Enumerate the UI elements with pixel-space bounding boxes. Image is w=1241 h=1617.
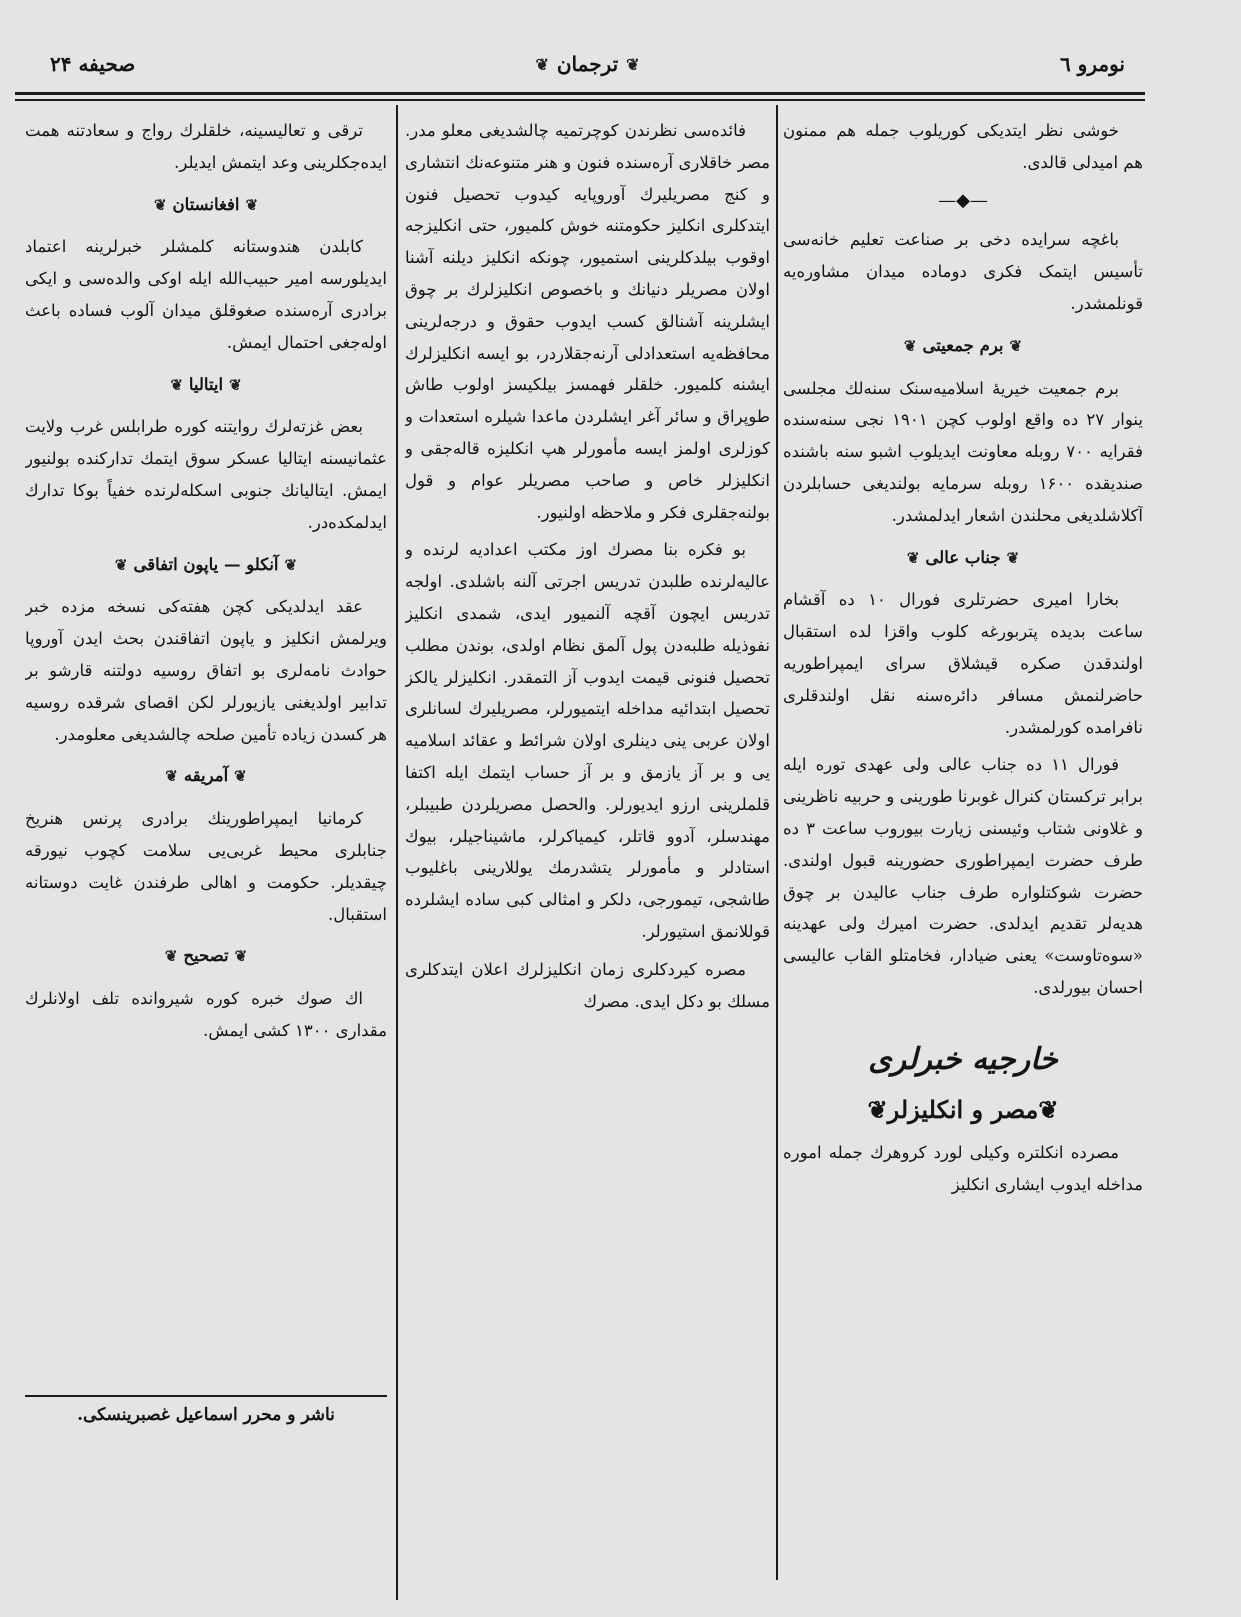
section-heading-text: مصر و انکلیزلر [887,1094,1039,1124]
fleuron-icon: ❦ [906,548,920,567]
section-heading-text: ایتالیا [188,374,224,394]
foreign-news-heading: خارجیه خبرلری [868,1041,1058,1077]
paragraph: فائده‌سی نظرندن کوچرتمیه چالشدیغی معلو مدر. مصر خاقلاری آره‌سنده فنون و هنر متنوعه‌نك انتشاری و کنج مصریلیرك آوروپایه کیدوب تحصیل فنون ایتدکلری انکلیز حکومتنه خوش کلمیور، حتی انکلیزجه اوقوب بیلدکلرینی استمیور، چونکه انکلیز دیلنه آشنا اولان مصریلر دنیانك و باخصوص انکلیزلرك بر چوق ایشلرینه آشنالق کسب ایدوب حقوق و درجه‌لرینی محافظه‌یه استعدادلی آرنه‌جقلاردر، بو ایسه انکلیزلرك ایشنه کلمیور. خلقلر فهمسز بیلکیسز اولوب طاش طوپراق و سائر آغر ایشلردن ماعدا شیلره استعدات و کوزلری اولمز ایسه مأمورلر هپ انکلیزه قاله‌جقی و انکلیزلر خاص و صاحب مصریلر عوام و قول بولنه‌جقلری فکر و ملاحظه اولنیور. [405,121,770,522]
header-rule [15,92,1145,95]
fleuron-icon: ❦ [903,336,917,355]
section-heading-text: برم جمعیتی [922,335,1004,355]
paragraph: بخارا امیری حضرتلری فورال ۱۰ ده آقشام ساعت بدیده پتربورغه کلوب واقزا لده استقبال اولندقدن صکره قیشلاق سرای ایمپراطوریه حاضرلنمش مسافر دائره‌سنه نقل اولندقلری نافرامده کورلمشدر. [783,590,1143,737]
section-heading [783,1094,1143,1126]
paragraph: باغچه سرایده دخی بر صناعت تعلیم خانه‌سی تأسیس ایتمک فکری دوماده میدان مشاوره‌یه قونلمشدر. [783,230,1143,313]
section-heading-text: آنکلو — یاپون اتفاقی [133,554,279,574]
fleuron-icon: ❦ [170,375,183,394]
fleuron-icon: ❦ [234,947,248,966]
fleuron-icon: ❦ [229,375,242,394]
section-heading-text: افغانستان [172,194,240,214]
fleuron-icon: ❦ [153,195,167,214]
column-divider [396,105,398,1600]
section-divider: —◆— [938,189,988,211]
section-heading-text: تصحیح [183,946,229,966]
fleuron-icon: ❦ [1038,1094,1059,1124]
paragraph: مصرده انکلتره وکیلی لورد کروهرك جمله اموره مداخله ایدوب ایشاری انکلیز [783,1143,1143,1195]
paragraph: برم جمعیت خیریهٔ اسلامیه‌سنک سنه‌لك مجلسی ینوار ۲۷ ده واقع اولوب کچن ۱۹۰۱ نجی سنه‌سنده فقرایه ۷۰۰ روبله معاونت ایدیلوب اشبو سنه باشنده صندیقده ۱۶۰۰ روبله سرمایه بولندیغی حسابلردن آکلاشلدیغی محلندن اشعار ایدلمشدر. [783,378,1143,525]
footer-rule [25,1395,387,1397]
paragraph: ترقی و تعالیسینه، خلقلرك رواج و سعادتنه همت ایده‌جکلرینی وعد ایتمش ایدیلر. [25,121,387,172]
ornament-icon: ❦ [535,54,549,74]
issue-number-label: نومرو ٦ [1059,52,1125,76]
fleuron-icon: ❦ [284,555,298,574]
section-heading [25,369,387,402]
publisher-line: ناشر و محرر اسماعیل غصبرینسکی. [77,1405,335,1425]
section-heading [783,542,1143,575]
section-heading [25,940,387,973]
section-heading [783,330,1143,363]
section-heading [25,760,387,793]
paragraph: مصره کیردکلری زمان انکلیزلرك اعلان ایتدکلری مسلك بو دکل ایدی. مصرك [405,959,770,1011]
section-heading-text: جناب عالی [925,547,1001,567]
newspaper-title [535,52,639,76]
column-left [25,115,387,1495]
column-divider [776,105,778,1580]
section-heading [25,189,387,222]
section-heading [25,549,387,582]
paragraph: بو فکره بنا مصرك اوز مکتب اعدادیه لرنده و عالیه‌لرنده طلبدن تدریس اجرتی آلنه باشلدی. اولجه تدریس ایچون آقچه آلنمیور ایدی، شمدی انکلیز نفوذیله طلبه‌دن پول آلمق نظام اولدی، بوندن مطلب تحصیل فنونی قیمت ایدوب آز التمقدر. انکلیزلر یالکز تحصیل ابتدائیه مداخله ایتمیورلر، مصریلیرك لسانلری اولان عربی ینی دینلری اولان شرائط و عقائد اسلامیه یی و بر آز یازمق و بر آز حساب ایتمك ایله اکتفا قلملرینی ارزو ایدیورلر. والحصل مصریلردن طبیبلر، مهندسلر، آدوو قاتلر، کیمیاکرلر، ماشیناجیلر، بیوك استادلر و مأمورلر یتشدرمك یوللارینی باغلیوب طاشجی، تیمورجی، دلکر و امثالی کبی ساده ایشلرده قوللانمق استیورلر. [405,540,770,941]
section-heading-text: آمریقه [183,766,229,786]
fleuron-icon: ❦ [1009,336,1023,355]
fleuron-icon: ❦ [867,1094,888,1124]
paragraph: کابلدن هندوستانه کلمشلر خبرلرینه اعتماد ایدیلورسه امیر حبیب‌الله ایله اوکی والده‌سی و ایکی برادری آره‌سنده صغوقلق میدان آلوب فساده باعث اوله‌جغی احتمال ایمش. [25,237,387,352]
fleuron-icon: ❦ [1006,548,1020,567]
header-rule [15,99,1145,101]
fleuron-icon: ❦ [114,555,128,574]
paragraph: کرمانیا ایمپراطورینك برادری پرنس هنریخ جنابلری محیط غربی‌یی سلامت کچوب نیورقه چیقدیلر. حکومت و اهالی طرفندن غایت دوستانه استقبال. [25,809,387,924]
paragraph: خوشی نظر ایتدیکی کوریلوب جمله هم ممنون هم امیدلی قالدی. [783,121,1143,172]
column-right [783,115,1143,1575]
paragraph: اك صوك خبره کوره شیروانده تلف اولانلرك مقداری ۱۳۰۰ کشی ایمش. [25,989,387,1040]
page-header [30,50,1145,90]
fleuron-icon: ❦ [164,947,178,966]
paragraph: فورال ۱۱ ده جناب عالی ولی عهدی توره ایله برابر ترکستان کنرال غوبرنا طورینی و حربیه ناظرینی و غلاونی شتاب وئیسنی زیارت بیوروب ساعت ۳ ده طرف حضرت ایمپراطوری حضورینه قبول اولندی. حضرت شوکتلواره طرف جناب عالیدن بر چوق هدیه‌لر تقدیم ایدلدی. حضرت امیرك ولی عهدینه «سوه‌تاوست» یعنی ضیادار، فخامتلو القاب عالیسی احسان بیورلدی. [783,755,1143,997]
paragraph: عقد ایدلدیکی کچن هفته‌کی نسخه مزده خبر ویرلمش انکلیز و یاپون اتفاقندن بحث ایدن آوروپا حوادث نامه‌لری بو اتفاق روسیه دولتنه قارشو بر تدابیر اولدیغنی یازیورلر لکن اقصای شرقده روسیه هر کسدن زیاده تأمین صلحه چالشدیغی معلومدر. [25,597,387,744]
fleuron-icon: ❦ [234,767,247,786]
newspaper-title-text: ترجمان [556,52,619,76]
paragraph: بعض غزته‌لرك روایتنه کوره طرابلس غرب ولایت عثمانیسنه ایتالیا عسکر سوق ایتمك تدارکنده بولنیور ایمش. ایتالیانك جنوبی اسکله‌لرنده خفیاً بوکا تدارك ایدلمکده‌در. [25,417,387,532]
fleuron-icon: ❦ [245,195,259,214]
page-number-label: صحیفه ۲۴ [50,52,136,76]
fleuron-icon: ❦ [165,767,178,786]
column-middle [405,115,770,1600]
ornament-icon: ❦ [626,54,640,74]
